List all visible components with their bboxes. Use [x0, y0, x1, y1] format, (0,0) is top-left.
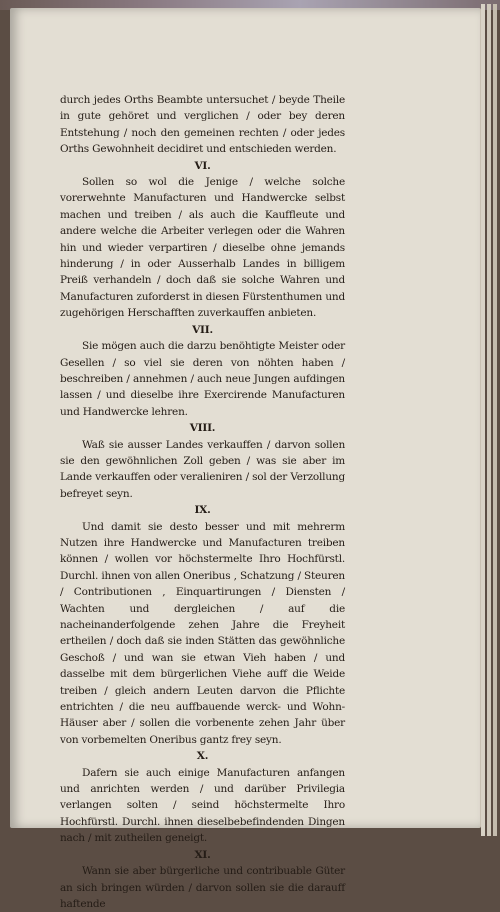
section-number: VI.: [194, 159, 211, 172]
section-number: IX.: [194, 504, 211, 517]
section-paragraph: Sie mögen auch die darzu benöhtigte Meister oder Gesellen / so viel sie deren von nöhten haben / beschreiben / annehmen / auch neue Jungen aufdingen lassen / und dieselbe ihre Exercirende Manufacturen und Handwercke lehren.: [60, 340, 345, 418]
section-number: VII.: [192, 323, 213, 336]
section-paragraph: Sollen so wol die Jenige / welche solche vorerwehnte Manufacturen und Handwercke selbst machen und treiben / als auch die Kauffleute und andere welche die Arbeiter verlegen oder die Wahren hin und wieder verpartiren / dieselbe ohne jemands hinderung / in oder Ausserhalb Landes in billigem Preiß verhandeln / doch daß sie solche Wahren und Manufacturen zuforderst in diesen Fürstenthumen und zugehörigen Herschafften zuverkauffen anbieten.: [60, 176, 345, 320]
section-number: X.: [196, 750, 209, 763]
section-paragraph: Dafern sie auch einige Manufacturen anfangen und anrichten werden / und darüber Privilegia verlangen solten / seind höchstermelte Ihro Hochfürstl. Durchl. ihnen dieselbebefindenden Dingen nach / mit zutheilen geneigt.: [60, 766, 345, 845]
page-edge: [493, 4, 497, 836]
section-number: VIII.: [189, 422, 216, 435]
section-paragraph: Wann sie aber bürgerliche und contribuable Güter an sich bringen würden / darvon sollen sie die darauff haftende: [60, 865, 345, 910]
page-text: [60, 92, 345, 912]
page-edge: [487, 4, 491, 836]
page-edge: [481, 4, 485, 836]
section-paragraph: Und damit sie desto besser und mit mehrerm Nutzen ihre Handwercke und Manufacturen treiben können / wollen vor höchstermelte Ihro Hochfürstl. Durchl. ihnen von allen Oneribus , Schatzung / Steuren / Contributionen , Einquartirungen / Diensten / Wachten und dergleichen / auf die nacheinanderfolgende zehen Jahre die Freyheit ertheilen / doch daß sie inden Stätten das gewöhnliche Geschoß / und wan sie etwan Vieh haben / und dasselbe mit dem bürgerlichen Viehe auff die Weide treiben / gleich andern Leuten darvon die Pflichte entrichten / die neu auffbauende werck- und Wohn- Häuser aber / sollen die vorbenente zehen Jahr über von vorbemelten Oneribus gantz frey seyn.: [60, 520, 345, 746]
section-number: XI.: [194, 848, 211, 861]
section-paragraph: Waß sie ausser Landes verkauffen / darvon sollen sie den gewöhnlichen Zoll geben / was sie aber im Lande verkauffen oder veralieniren / sol der Verzollung befreyet seyn.: [60, 438, 345, 500]
lead-paragraph: durch jedes Orths Beambte untersuchet / beyde Theile in gute gehöret und verglichen / oder bey deren Entstehung / noch den gemeinen rechten / oder jedes Orths Gewohnheit decidiret und entschieden werden.: [60, 94, 345, 156]
